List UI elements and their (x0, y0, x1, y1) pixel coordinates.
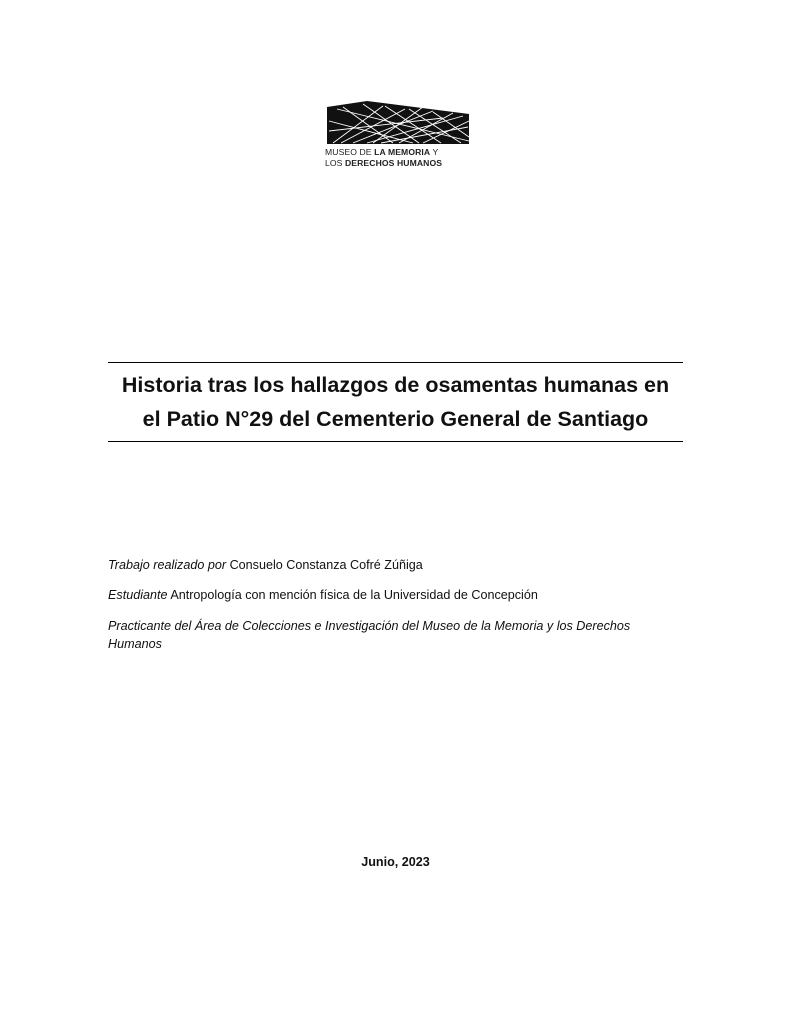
intern-line: Practicante del Área de Colecciones e Investigación del Museo de la Memoria y los Derechos Humanos (108, 619, 631, 651)
document-title (100, 368, 691, 436)
logo-line-2: LOS DERECHOS HUMANOS (325, 158, 443, 168)
title-line-2: el Patio N°29 del Cementerio General de Santiago (142, 407, 649, 431)
student-line (108, 586, 538, 604)
title-bottom-rule (108, 441, 683, 442)
logo-line-1: MUSEO DE LA MEMORIA Y (325, 147, 439, 157)
logo-graphic (323, 101, 473, 145)
document-date: Junio, 2023 (361, 855, 430, 869)
title-line-1: Historia tras los hallazgos de osamentas humanas en (121, 373, 670, 397)
title-top-rule (108, 362, 683, 363)
author-name: Consuelo Constanza Cofré Zúñiga (226, 558, 423, 572)
museum-logo (323, 101, 473, 173)
student-program: Antropología con mención física de la Universidad de Concepción (167, 588, 538, 602)
author-label: Trabajo realizado por (108, 558, 227, 572)
logo-wordmark (325, 147, 442, 169)
student-label: Estudiante (108, 588, 168, 602)
author-line (108, 556, 423, 574)
